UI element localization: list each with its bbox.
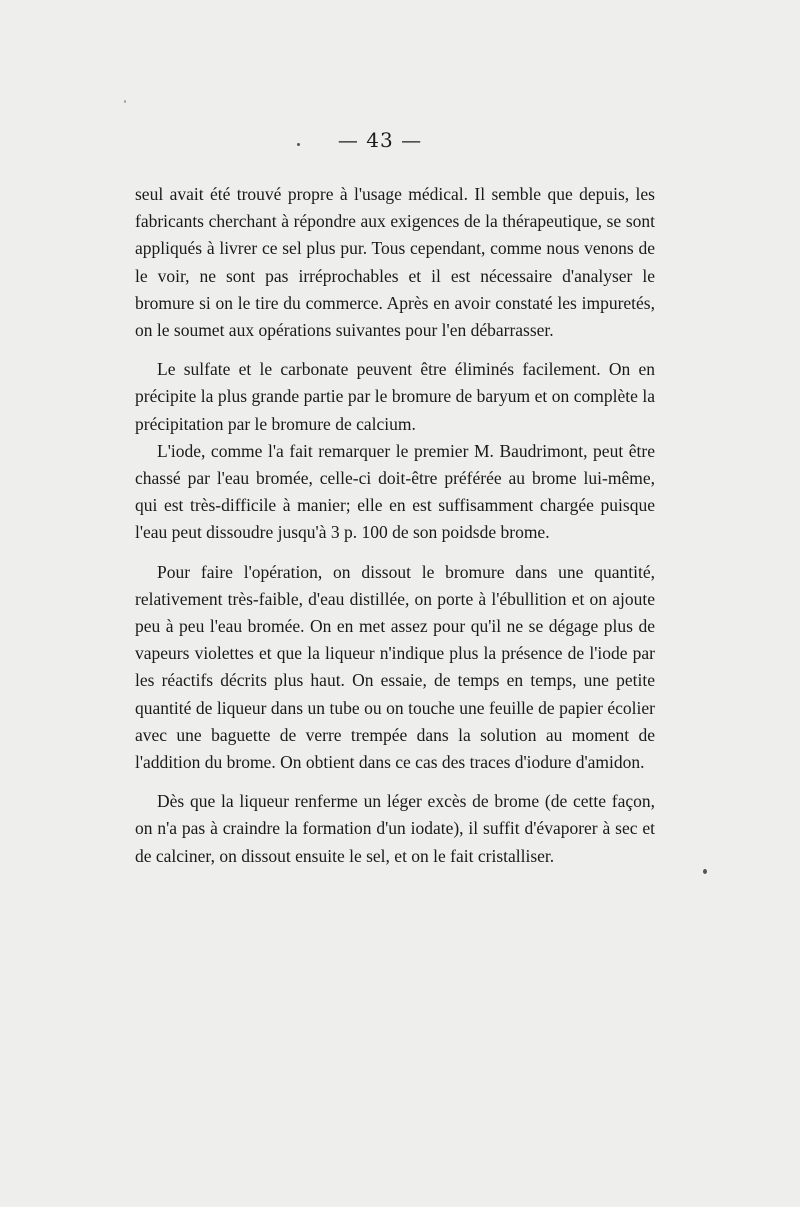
paper-speck [124, 100, 126, 103]
paragraph-1: seul avait été trouvé propre à l'usage médical. Il semble que depuis, les fabricants cherchant à répondre aux exigences de la thérapeutique, se sont appliqués à livrer ce sel plus pur. Tous cependant, comme nous venons de le voir, ne sont pas irréprochables et il est nécessaire d'analyser le bromure si on le tire du commerce. Après en avoir constaté les impuretés, on le soumet aux opérations suivantes pour l'en débarrasser. [135, 184, 655, 341]
body-text [135, 181, 655, 882]
paragraph-5: Dès que la liqueur renferme un léger excès de brome (de cette façon, on n'a pas à craindre la formation d'un iodate), il suffit d'évaporer à sec et de calciner, on dissout ensuite le sel, et on le fait cristalliser. [135, 791, 655, 866]
paragraph-2: Le sulfate et le carbonate peuvent être éliminés facilement. On en précipite la plus grande partie par le bromure de baryum et on complète la précipitation par le bromure de calcium. [135, 359, 655, 434]
paragraph-3: L'iode, comme l'a fait remarquer le premier M. Baudrimont, peut être chassé par l'eau bromée, celle-ci doit-être préférée au brome lui-même, qui est très-difficile à manier; elle en est suffisamment chargée puisque l'eau peut dissoudre jusqu'à 3 p. 100 de son poidsde brome. [135, 440, 655, 543]
paper-speck [703, 869, 707, 874]
paper-speck [297, 143, 300, 146]
paragraph-4: Pour faire l'opération, on dissout le bromure dans une quantité, relativement très-faible, d'eau distillée, on porte à l'ébullition et on ajoute peu à peu l'eau bromée. On en met assez pour qu'il ne se dégage plus de vapeurs violettes et que la liqueur n'indique plus la présence de l'iode par les réactifs décrits plus haut. On essaie, de temps en temps, une petite quantité de liqueur dans un tube ou on touche une feuille de papier écolier avec une baguette de verre trempée dans la solution au moment de l'addition du brome. On obtient dans ce cas des traces d'iodure d'amidon. [135, 561, 655, 773]
page-number: — 43 — [337, 128, 423, 152]
